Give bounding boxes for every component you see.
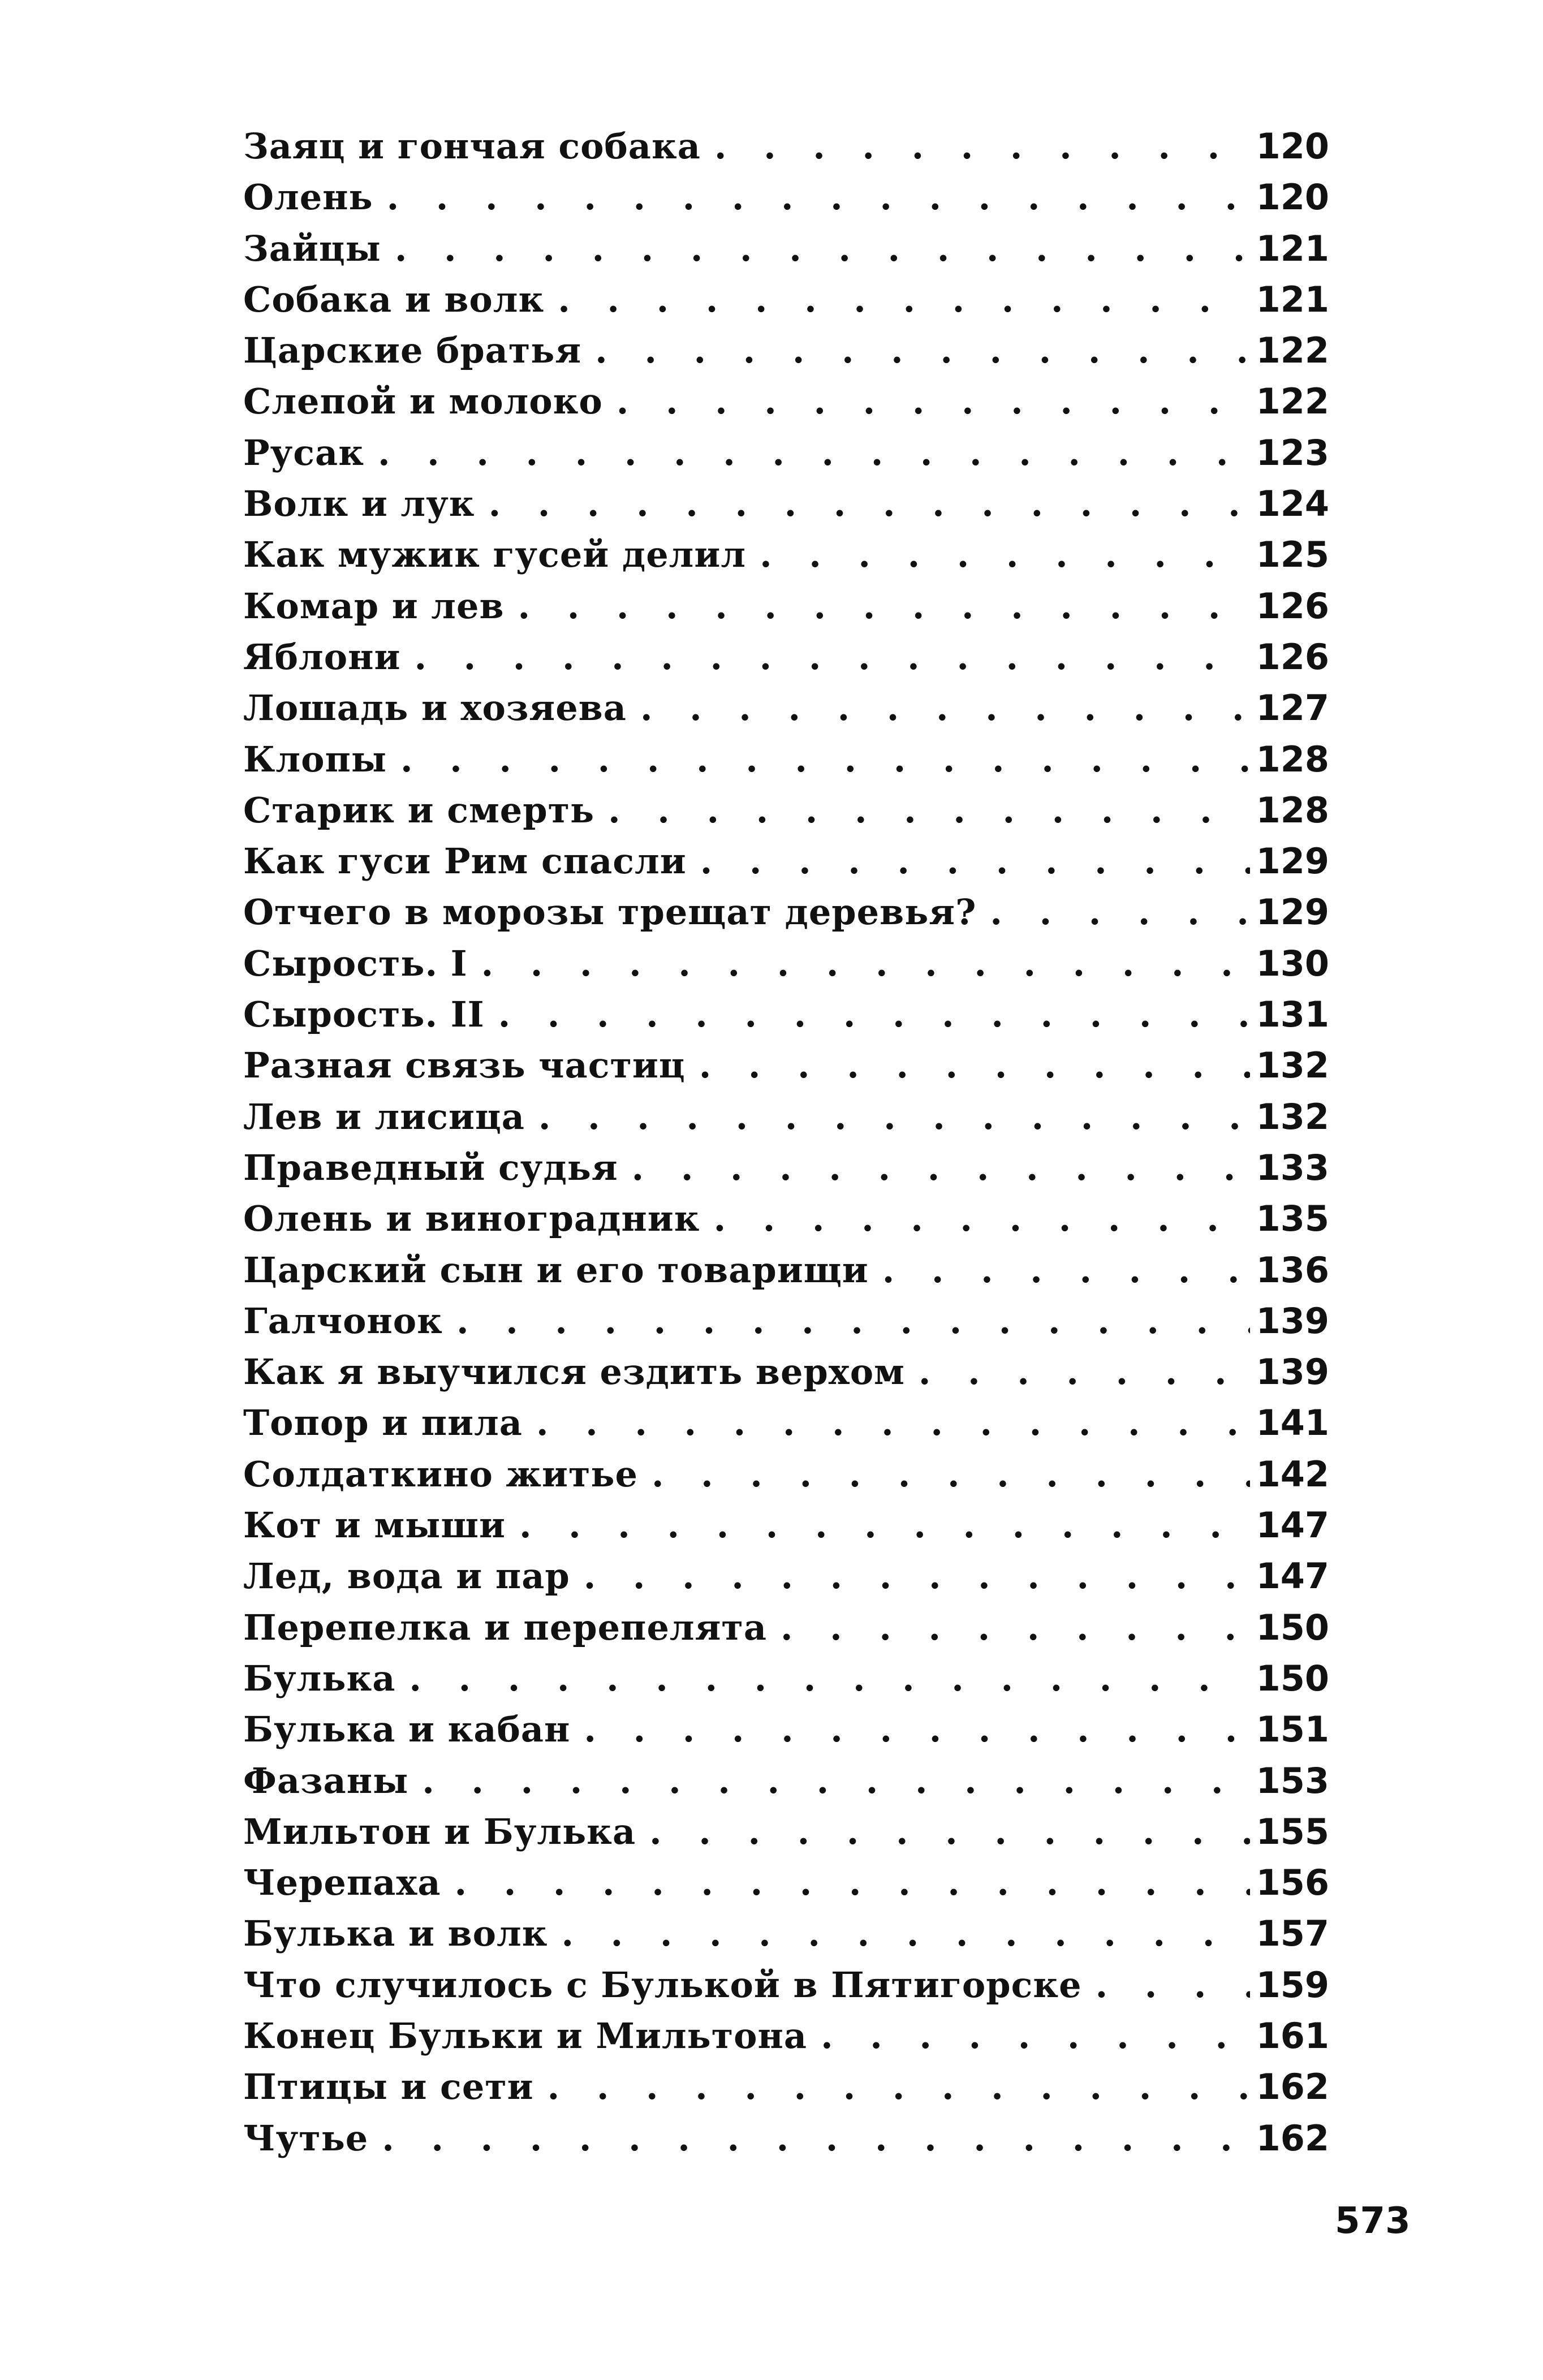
toc-entry-page: 132 <box>1256 1096 1329 1137</box>
toc-entry-title: Отчего в морозы трещат деревья? <box>243 891 977 933</box>
toc-entry-title: Кот и мыши <box>243 1504 506 1546</box>
toc-entry <box>243 887 1329 938</box>
toc-entry-page: 141 <box>1256 1402 1329 1444</box>
toc-entry-page: 129 <box>1256 891 1329 933</box>
toc-entry-page: 162 <box>1256 2117 1329 2159</box>
toc-entry-page: 147 <box>1256 1504 1329 1546</box>
toc-entry-title: Олень <box>243 176 373 218</box>
toc-entry-title: Как гуси Рим спасли <box>243 840 687 882</box>
toc-entry <box>243 428 1329 478</box>
toc-entry <box>243 2062 1329 2112</box>
toc-entry <box>243 581 1329 632</box>
toc-entry-page: 156 <box>1256 1862 1329 1904</box>
toc-entry <box>243 1908 1329 1959</box>
toc-entry-page: 155 <box>1256 1810 1329 1852</box>
dot-leader <box>456 1296 1250 1347</box>
toc-entry <box>243 172 1329 223</box>
toc-entry-page: 130 <box>1256 942 1329 984</box>
toc-entry <box>243 223 1329 274</box>
toc-entry <box>243 376 1329 427</box>
toc-entry <box>243 2113 1329 2164</box>
toc-entry <box>243 1551 1329 1602</box>
toc-entry-page: 135 <box>1256 1198 1329 1240</box>
toc-entry <box>243 1500 1329 1551</box>
toc-entry-title: Разная связь частиц <box>243 1045 686 1086</box>
toc-entry-title: Черепаха <box>243 1862 441 1904</box>
dot-leader <box>990 887 1250 938</box>
toc-entry-title: Волк и лук <box>243 483 475 525</box>
dot-leader <box>595 325 1250 376</box>
toc-entry <box>243 2011 1329 2062</box>
toc-entry <box>243 1245 1329 1296</box>
toc-entry-page: 159 <box>1256 1964 1329 2006</box>
toc-entry <box>243 989 1329 1040</box>
toc-entry-title: Сырость. II <box>243 994 485 1036</box>
toc-entry-title: Праведный судья <box>243 1146 618 1188</box>
toc-entry-title: Комар и лев <box>243 585 505 627</box>
toc-entry-page: 150 <box>1256 1657 1329 1699</box>
dot-leader <box>699 1040 1250 1091</box>
dot-leader <box>584 1704 1250 1755</box>
toc-entry-page: 120 <box>1256 176 1329 218</box>
toc-entry-page: 125 <box>1256 534 1329 576</box>
toc-entry-page: 120 <box>1256 126 1329 167</box>
dot-leader <box>558 274 1250 325</box>
toc-entry <box>243 1806 1329 1857</box>
toc-entry-title: Слепой и молоко <box>243 381 603 422</box>
toc-entry-page: 121 <box>1256 227 1329 269</box>
toc-entry <box>243 1602 1329 1653</box>
toc-entry-title: Перепелка и перепелята <box>243 1606 767 1648</box>
toc-entry-title: Собака и волк <box>243 278 545 320</box>
dot-leader <box>538 1092 1250 1142</box>
dot-leader <box>519 1500 1250 1551</box>
toc-entry <box>243 1653 1329 1704</box>
toc-entry-page: 136 <box>1256 1249 1329 1291</box>
toc-entry-title: Лед, вода и пар <box>243 1555 570 1597</box>
toc-entry-title: Яблони <box>243 636 401 678</box>
toc-entry <box>243 121 1329 172</box>
toc-entry-page: 139 <box>1256 1351 1329 1393</box>
toc-entry-title: Булька и кабан <box>243 1709 571 1750</box>
toc-entry <box>243 1092 1329 1142</box>
table-of-contents <box>243 121 1329 2164</box>
toc-entry <box>243 1398 1329 1448</box>
dot-leader <box>536 1398 1250 1448</box>
toc-entry <box>243 683 1329 734</box>
dot-leader <box>548 2062 1250 2112</box>
toc-entry-page: 161 <box>1256 2015 1329 2056</box>
toc-entry-title: Царский сын и его товарищи <box>243 1249 869 1291</box>
toc-entry-page: 157 <box>1256 1913 1329 1955</box>
toc-entry-page: 151 <box>1256 1709 1329 1750</box>
toc-entry-title: Старик и смерть <box>243 789 595 831</box>
toc-entry-page: 132 <box>1256 1045 1329 1086</box>
dot-leader <box>382 2113 1250 2164</box>
toc-entry <box>243 632 1329 683</box>
dot-leader <box>649 1806 1250 1857</box>
toc-entry-page: 123 <box>1256 432 1329 473</box>
toc-entry <box>243 1704 1329 1755</box>
dot-leader <box>395 223 1250 274</box>
toc-entry-page: 129 <box>1256 840 1329 882</box>
toc-entry <box>243 734 1329 785</box>
toc-entry-page: 122 <box>1256 330 1329 372</box>
toc-entry-page: 153 <box>1256 1760 1329 1801</box>
toc-entry-page: 150 <box>1256 1606 1329 1648</box>
toc-entry-title: Мильтон и Булька <box>243 1810 636 1852</box>
dot-leader <box>632 1142 1250 1193</box>
toc-entry-page: 121 <box>1256 278 1329 320</box>
toc-entry <box>243 1857 1329 1908</box>
dot-leader <box>481 938 1250 989</box>
toc-entry-title: Сырость. I <box>243 942 468 984</box>
toc-entry-title: Птицы и сети <box>243 2066 534 2108</box>
toc-entry-title: Что случилось с Булькой в Пятигорске <box>243 1964 1082 2006</box>
dot-leader <box>714 1193 1250 1244</box>
toc-entry-title: Лошадь и хозяева <box>243 687 627 729</box>
toc-entry <box>243 1756 1329 1806</box>
dot-leader <box>518 581 1250 632</box>
toc-entry <box>243 325 1329 376</box>
toc-entry <box>243 1296 1329 1347</box>
toc-entry-title: Клопы <box>243 738 387 780</box>
dot-leader <box>760 529 1250 580</box>
dot-leader <box>400 734 1250 785</box>
toc-entry <box>243 1040 1329 1091</box>
toc-entry-page: 127 <box>1256 687 1329 729</box>
dot-leader <box>584 1551 1250 1602</box>
toc-entry-page: 122 <box>1256 381 1329 422</box>
dot-leader <box>455 1857 1250 1908</box>
dot-leader <box>489 478 1250 529</box>
toc-entry-title: Солдаткино житье <box>243 1453 638 1495</box>
toc-entry-page: 162 <box>1256 2066 1329 2108</box>
toc-entry-page: 139 <box>1256 1300 1329 1342</box>
dot-leader <box>714 121 1250 172</box>
dot-leader <box>617 376 1250 427</box>
toc-entry-title: Лев и лисица <box>243 1096 525 1137</box>
dot-leader <box>700 836 1250 887</box>
toc-entry <box>243 478 1329 529</box>
toc-entry-page: 126 <box>1256 636 1329 678</box>
toc-entry <box>243 274 1329 325</box>
dot-leader <box>652 1449 1250 1500</box>
dot-leader <box>919 1347 1250 1398</box>
toc-entry <box>243 1449 1329 1500</box>
toc-entry-title: Заяц и гончая собака <box>243 126 701 167</box>
toc-entry-title: Царские братья <box>243 330 582 372</box>
dot-leader <box>608 785 1250 836</box>
dot-leader <box>414 632 1250 683</box>
dot-leader <box>640 683 1250 734</box>
dot-leader <box>882 1245 1250 1296</box>
toc-entry-title: Русак <box>243 432 365 473</box>
dot-leader <box>498 989 1250 1040</box>
toc-entry-page: 128 <box>1256 789 1329 831</box>
toc-entry-page: 128 <box>1256 738 1329 780</box>
dot-leader <box>562 1908 1251 1959</box>
toc-entry-title: Зайцы <box>243 227 381 269</box>
toc-entry-page: 124 <box>1256 483 1329 525</box>
dot-leader <box>422 1756 1250 1806</box>
toc-entry-title: Галчонок <box>243 1300 443 1342</box>
toc-entry <box>243 836 1329 887</box>
toc-entry-title: Олень и виноградник <box>243 1198 700 1240</box>
toc-entry-title: Как мужик гусей делил <box>243 534 747 576</box>
dot-leader <box>387 172 1250 223</box>
toc-entry-page: 126 <box>1256 585 1329 627</box>
toc-entry-title: Булька и волк <box>243 1913 548 1955</box>
page-number: 573 <box>1335 2200 1411 2242</box>
dot-leader <box>1096 1960 1250 2011</box>
toc-entry-title: Булька <box>243 1657 396 1699</box>
dot-leader <box>378 428 1250 478</box>
toc-entry-title: Конец Бульки и Мильтона <box>243 2015 808 2056</box>
toc-entry-title: Чутье <box>243 2117 369 2159</box>
toc-entry-title: Фазаны <box>243 1760 409 1801</box>
toc-entry-title: Топор и пила <box>243 1402 523 1444</box>
toc-entry <box>243 938 1329 989</box>
toc-entry <box>243 1347 1329 1398</box>
toc-entry-page: 147 <box>1256 1555 1329 1597</box>
toc-entry-page: 131 <box>1256 994 1329 1036</box>
dot-leader <box>409 1653 1250 1704</box>
toc-entry <box>243 1142 1329 1193</box>
toc-entry <box>243 529 1329 580</box>
toc-entry <box>243 1193 1329 1244</box>
toc-entry <box>243 785 1329 836</box>
toc-entry-title: Как я выучился ездить верхом <box>243 1351 905 1393</box>
toc-entry-page: 142 <box>1256 1453 1329 1495</box>
toc-entry-page: 133 <box>1256 1146 1329 1188</box>
dot-leader <box>781 1602 1250 1653</box>
toc-entry <box>243 1960 1329 2011</box>
dot-leader <box>821 2011 1250 2062</box>
